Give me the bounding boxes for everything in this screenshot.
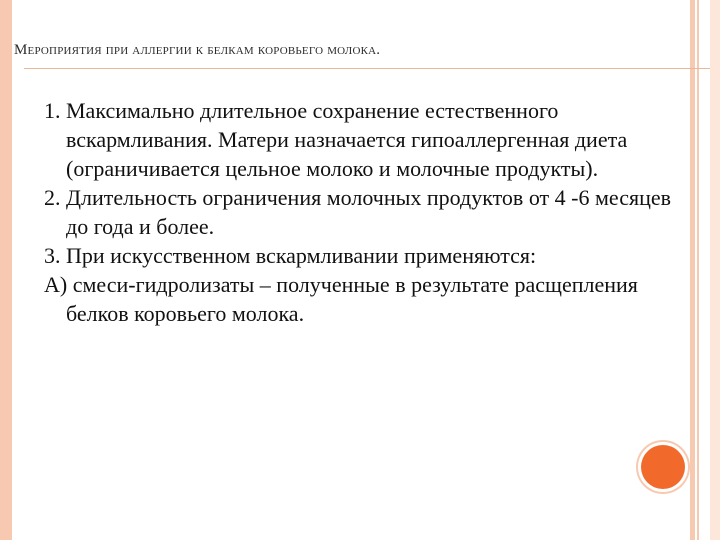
title-divider [24, 68, 710, 69]
decorative-circle [641, 445, 685, 489]
paragraph-4: А) смеси-гидролизаты – полученные в результате расщепления белков коровьего молока. [44, 272, 638, 326]
slide-body [44, 96, 684, 328]
paragraph-1: 1. Максимально длительное сохранение естественного вскармливания. Матери назначается гипоаллергенная диета (ограничивается цельное молоко и молочные продукты). [44, 98, 628, 181]
slide-title: Мероприятия при аллергии к белкам коровьего молока. [14, 42, 381, 58]
paragraph-3: 3. При искусственном вскармливании применяются: [44, 243, 537, 268]
slide-frame-left [0, 0, 12, 540]
slide-frame-edge [710, 0, 720, 540]
slide-frame-right-inner [697, 0, 699, 540]
slide-frame-right [690, 0, 695, 540]
paragraph-2: 2. Длительность ограничения молочных продуктов от 4 -6 месяцев до года и более. [44, 185, 672, 239]
